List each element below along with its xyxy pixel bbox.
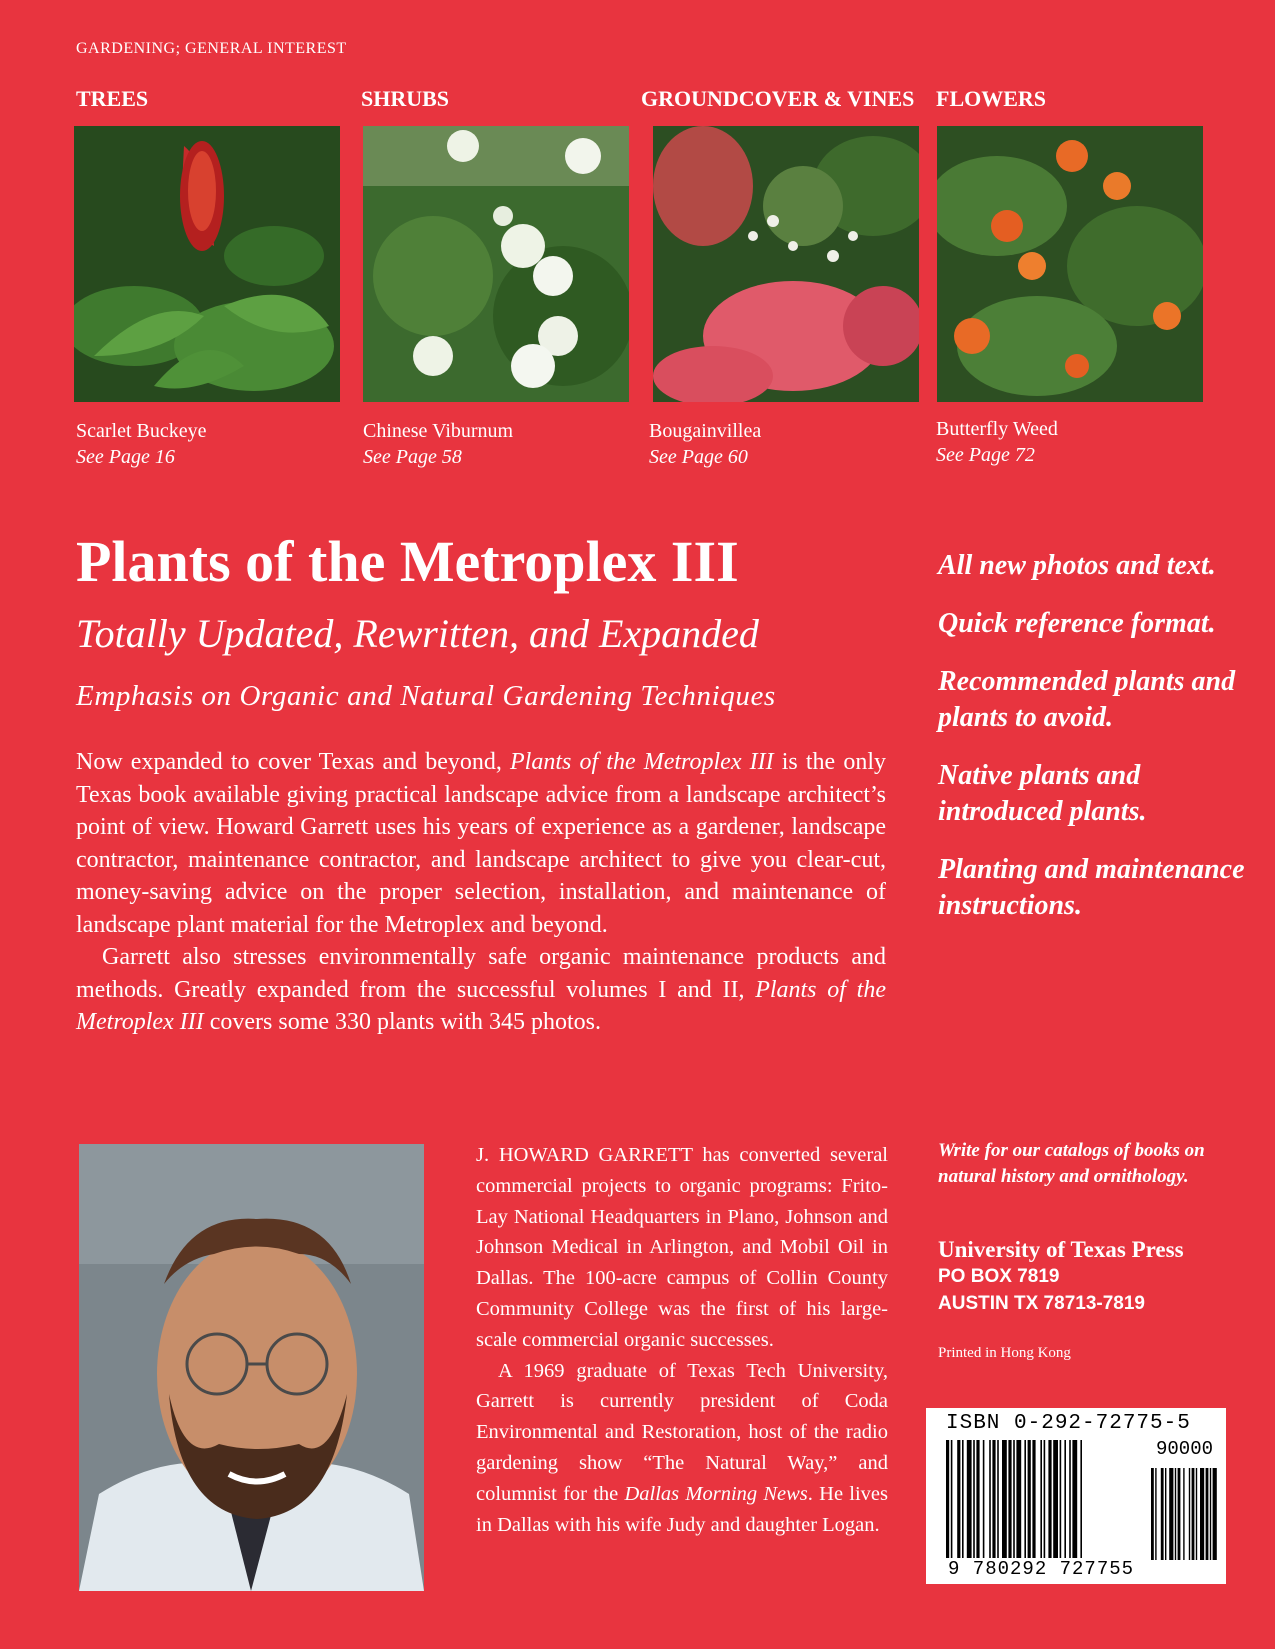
book-description xyxy=(76,746,886,1039)
feature-item: Native plants and introduced plants. xyxy=(938,760,1147,827)
catalog-note: Write for our catalogs of books on natural history and ornithology. xyxy=(938,1140,1205,1187)
bio-paragraph-1: J. HOWARD GARRETT has converted several commercial projects to organic programs: Frito-Lay National Headquarters in Plano, Johnson and Johnson Medical in Arlington, and Mobil Oil in Dallas. The 100-acre campus of Collin County Community College was the first of his large-scale commercial organic successes. xyxy=(476,1144,888,1351)
scarlet-buckeye-photo xyxy=(74,126,340,402)
book-title: Plants of the Metroplex III xyxy=(76,529,739,594)
publisher-city: AUSTIN TX 78713-7819 xyxy=(938,1293,1145,1314)
category-label: GARDENING; GENERAL INTEREST xyxy=(76,40,347,57)
author-bio xyxy=(476,1140,888,1540)
page-ref-bougainvillea: See Page 60 xyxy=(649,446,748,468)
section-label-trees: TREES xyxy=(76,86,149,111)
page-ref-chinese-viburnum: See Page 58 xyxy=(363,446,462,468)
book-subtitle: Totally Updated, Rewritten, and Expanded xyxy=(76,611,759,656)
butterfly-weed-photo xyxy=(937,126,1203,402)
isbn-barcode xyxy=(926,1408,1226,1584)
description-paragraph-1: Now expanded to cover Texas and beyond, Plants of the Metroplex III is the only Texas book available giving practical landscape advice from a landscape architect’s point of view. Howard Garrett uses his years of experience as a gardener, landscape contractor, maintenance contractor, and landscape architect to give you clear-cut, money-saving advice on the proper selection, installation, and maintenance of landscape plant material for the Metroplex and beyond. xyxy=(76,749,886,938)
publisher-name: University of Texas Press xyxy=(938,1237,1184,1262)
feature-item: All new photos and text. xyxy=(938,550,1216,581)
book-emphasis: Emphasis on Organic and Natural Gardening Techniques xyxy=(76,680,776,712)
ean-number: 9 780292 727755 xyxy=(948,1558,1135,1580)
feature-item: Quick reference format. xyxy=(938,608,1216,639)
feature-list xyxy=(938,548,1258,946)
caption-bougainvillea: Bougainvillea xyxy=(649,420,762,442)
chinese-viburnum-photo xyxy=(363,126,629,402)
page-ref-butterfly-weed: See Page 72 xyxy=(936,444,1035,466)
section-label-shrubs: SHRUBS xyxy=(361,86,450,111)
bougainvillea-photo xyxy=(653,126,919,402)
feature-item: Planting and maintenance instructions. xyxy=(938,854,1245,921)
price-code: 90000 xyxy=(1156,1438,1214,1460)
section-label-groundcover: GROUNDCOVER & VINES xyxy=(641,86,915,111)
barcode-bars-icon xyxy=(946,1440,1226,1568)
printed-in: Printed in Hong Kong xyxy=(938,1345,1071,1361)
isbn-number: ISBN 0-292-72775-5 xyxy=(946,1412,1191,1435)
bio-paragraph-2: A 1969 graduate of Texas Tech University, Garrett is currently president of Coda Environmental and Restoration, host of the radio gardening show “The Natural Way,” and columnist for the Dallas Morning News. He lives in Dallas with his wife Judy and daughter Logan. xyxy=(476,1359,888,1536)
section-label-flowers: FLOWERS xyxy=(936,86,1047,111)
caption-butterfly-weed: Butterfly Weed xyxy=(936,418,1058,440)
caption-scarlet-buckeye: Scarlet Buckeye xyxy=(76,420,207,442)
feature-item: Recommended plants and plants to avoid. xyxy=(938,666,1236,733)
caption-chinese-viburnum: Chinese Viburnum xyxy=(363,420,514,442)
publisher-po-box: PO BOX 7819 xyxy=(938,1266,1060,1287)
page-ref-scarlet-buckeye: See Page 16 xyxy=(76,446,175,468)
author-portrait xyxy=(79,1144,424,1591)
publisher-address xyxy=(938,1236,1184,1317)
description-paragraph-2: Garrett also stresses environmentally safe organic maintenance products and methods. Greatly expanded from the successful volumes I and II, Plants of the Metroplex III covers some 330 plants with 345 photos. xyxy=(76,944,886,1035)
